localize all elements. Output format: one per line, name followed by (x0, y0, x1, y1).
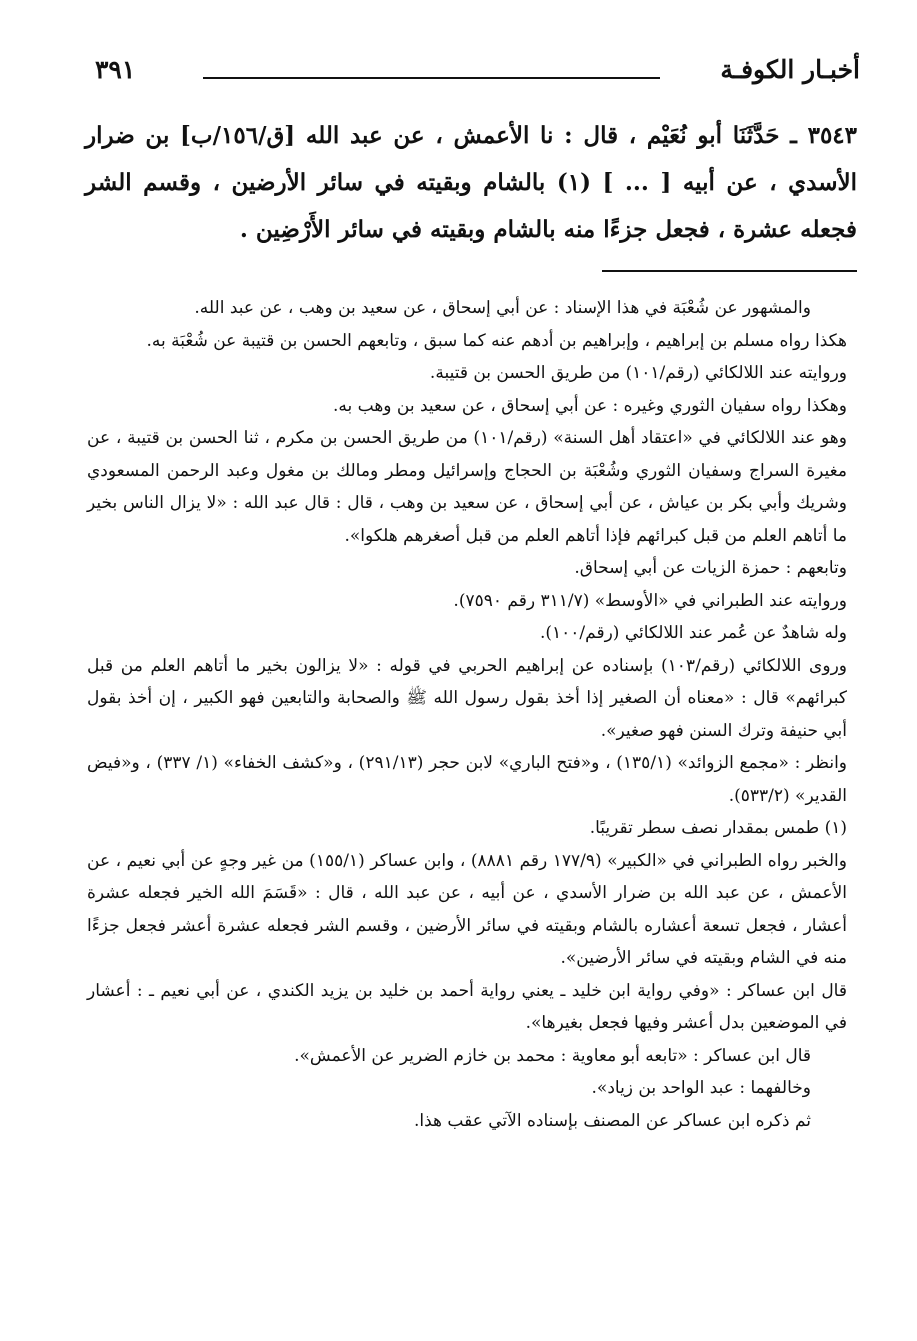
page-number: ٣٩١ (95, 55, 136, 84)
footnote-paragraph: قال ابن عساكر : «تابعه أبو معاوية : محمد بن خازم الضرير عن الأعمش». (294, 1045, 811, 1066)
footnote-paragraph: ثم ذكره ابن عساكر عن المصنف بإسناده الآتي عقب هذا. (414, 1110, 811, 1131)
book-title: أخبـار الكوفـة (720, 55, 860, 84)
footnote-paragraph: (١) طمس بمقدار نصف سطر تقريبًا. (589, 818, 847, 838)
footnote-paragraph: هكذا رواه مسلم بن إبراهيم ، وإبراهيم بن أدهم عنه كما سبق ، وتابعهم الحسن بن قتيبة عن شُعْبَة به. (146, 330, 847, 351)
running-header (95, 55, 860, 95)
footnote-paragraph: وروايته عند اللالكائي (رقم/١٠١) من طريق الحسن بن قتيبة. (429, 363, 847, 383)
header-rule (203, 77, 660, 79)
footnote-paragraph: وهكذا رواه سفيان الثوري وغيره : عن أبي إسحاق ، عن سعيد بن وهب به. (332, 395, 847, 416)
footnote-separator (602, 270, 857, 272)
hadith-paragraph: ٣٥٤٣ ـ حَدَّثَنَا أبو نُعَيْم ، قال : نا الأعمش ، عن عبد الله [ق/١٥٦/ب] بن ضرار الأسدي ، عن أبيه [ ... ] (١) بالشام وبقيته في سائر الأرضين ، وقسم الشر فجعله عشرة ، فجعل جزءًا منه بالشام وبقيته في سائر الأَرْضِين . (85, 122, 858, 243)
footnote-paragraph: وخالفهما : عبد الواحد بن زياد». (591, 1078, 811, 1098)
footnote-paragraph: وله شاهدٌ عن عُمر عند اللالكائي (رقم/١٠٠). (539, 623, 847, 643)
footnote-paragraph: وانظر : «مجمع الزوائد» (١٣٥/١) ، و«فتح الباري» لابن حجر (٢٩١/١٣) ، و«كشف الخفاء» (١/ ٣٣٧) ، و«فيض القدير» (٥٣٣/٢). (87, 753, 847, 806)
footnote-paragraph: وروى اللالكائي (رقم/١٠٣) بإسناده عن إبراهيم الحربي في قوله : «لا يزالون بخير ما أتاهم العلم من قبل كبرائهم» قال : «معناه أن الصغير إذا أخذ بقول رسول الله ﷺ والصحابة والتابعين فهو الكبير ، إن أخذ بقول أبي حنيفة وترك السنن فهو صغير». (87, 655, 847, 741)
footnote-paragraph: قال ابن عساكر : «وفي رواية ابن خليد ـ يعني رواية أحمد بن خليد بن يزيد الكندي ، عن أبي نعيم ـ : أعشار في الموضعين بدل أعشر وفيها فجعل بغيرها». (87, 980, 847, 1033)
footnote-paragraph: وروايته عند الطبراني في «الأوسط» (٣١١/٧ رقم ٧٥٩٠). (453, 590, 847, 611)
footnote-paragraph: والخبر رواه الطبراني في «الكبير» (١٧٧/٩ رقم ٨٨٨١) ، وابن عساكر (١٥٥/١) من غير وجهٍ عن أبي نعيم ، عن الأعمش ، عن عبد الله بن ضرار الأسدي ، عن أبيه ، عن عبد الله ، قال : «قَسَمَ الله الخير فجعله عشرة أعشار ، فجعل تسعة أعشاره بالشام وبقيته في سائر الأرضين ، وقسم الشر فجعله عشرة أعشر فجعل جزءًا منه في الشام وبقيته في سائر الأرضين». (87, 850, 847, 968)
main-text (85, 112, 857, 253)
footnote-paragraph: وتابعهم : حمزة الزيات عن أبي إسحاق. (574, 558, 847, 578)
footnote-paragraph: وهو عند اللالكائي في «اعتقاد أهل السنة» (رقم/١٠١) من طريق الحسن بن مكرم ، ثنا الحسن بن قتيبة ، عن مغيرة السراج وسفيان الثوري وشُعْبَة بن الحجاج وإسرائيل ومطر ومالك بن مغول وعبد الرحمن المسعودي وشريك وأبي بكر بن عياش ، عن أبي إسحاق ، عن سعيد بن وهب ، قال : قال عبد الله : «لا يزال الناس بخير ما أتاهم العلم من قبل كبرائهم فإذا أتاهم العلم من قبل أصغرهم هلكوا». (87, 428, 847, 546)
footnote-paragraph: والمشهور عن شُعْبَة في هذا الإسناد : عن أبي إسحاق ، عن سعيد بن وهب ، عن عبد الله. (194, 298, 811, 318)
footnotes (87, 292, 847, 1137)
